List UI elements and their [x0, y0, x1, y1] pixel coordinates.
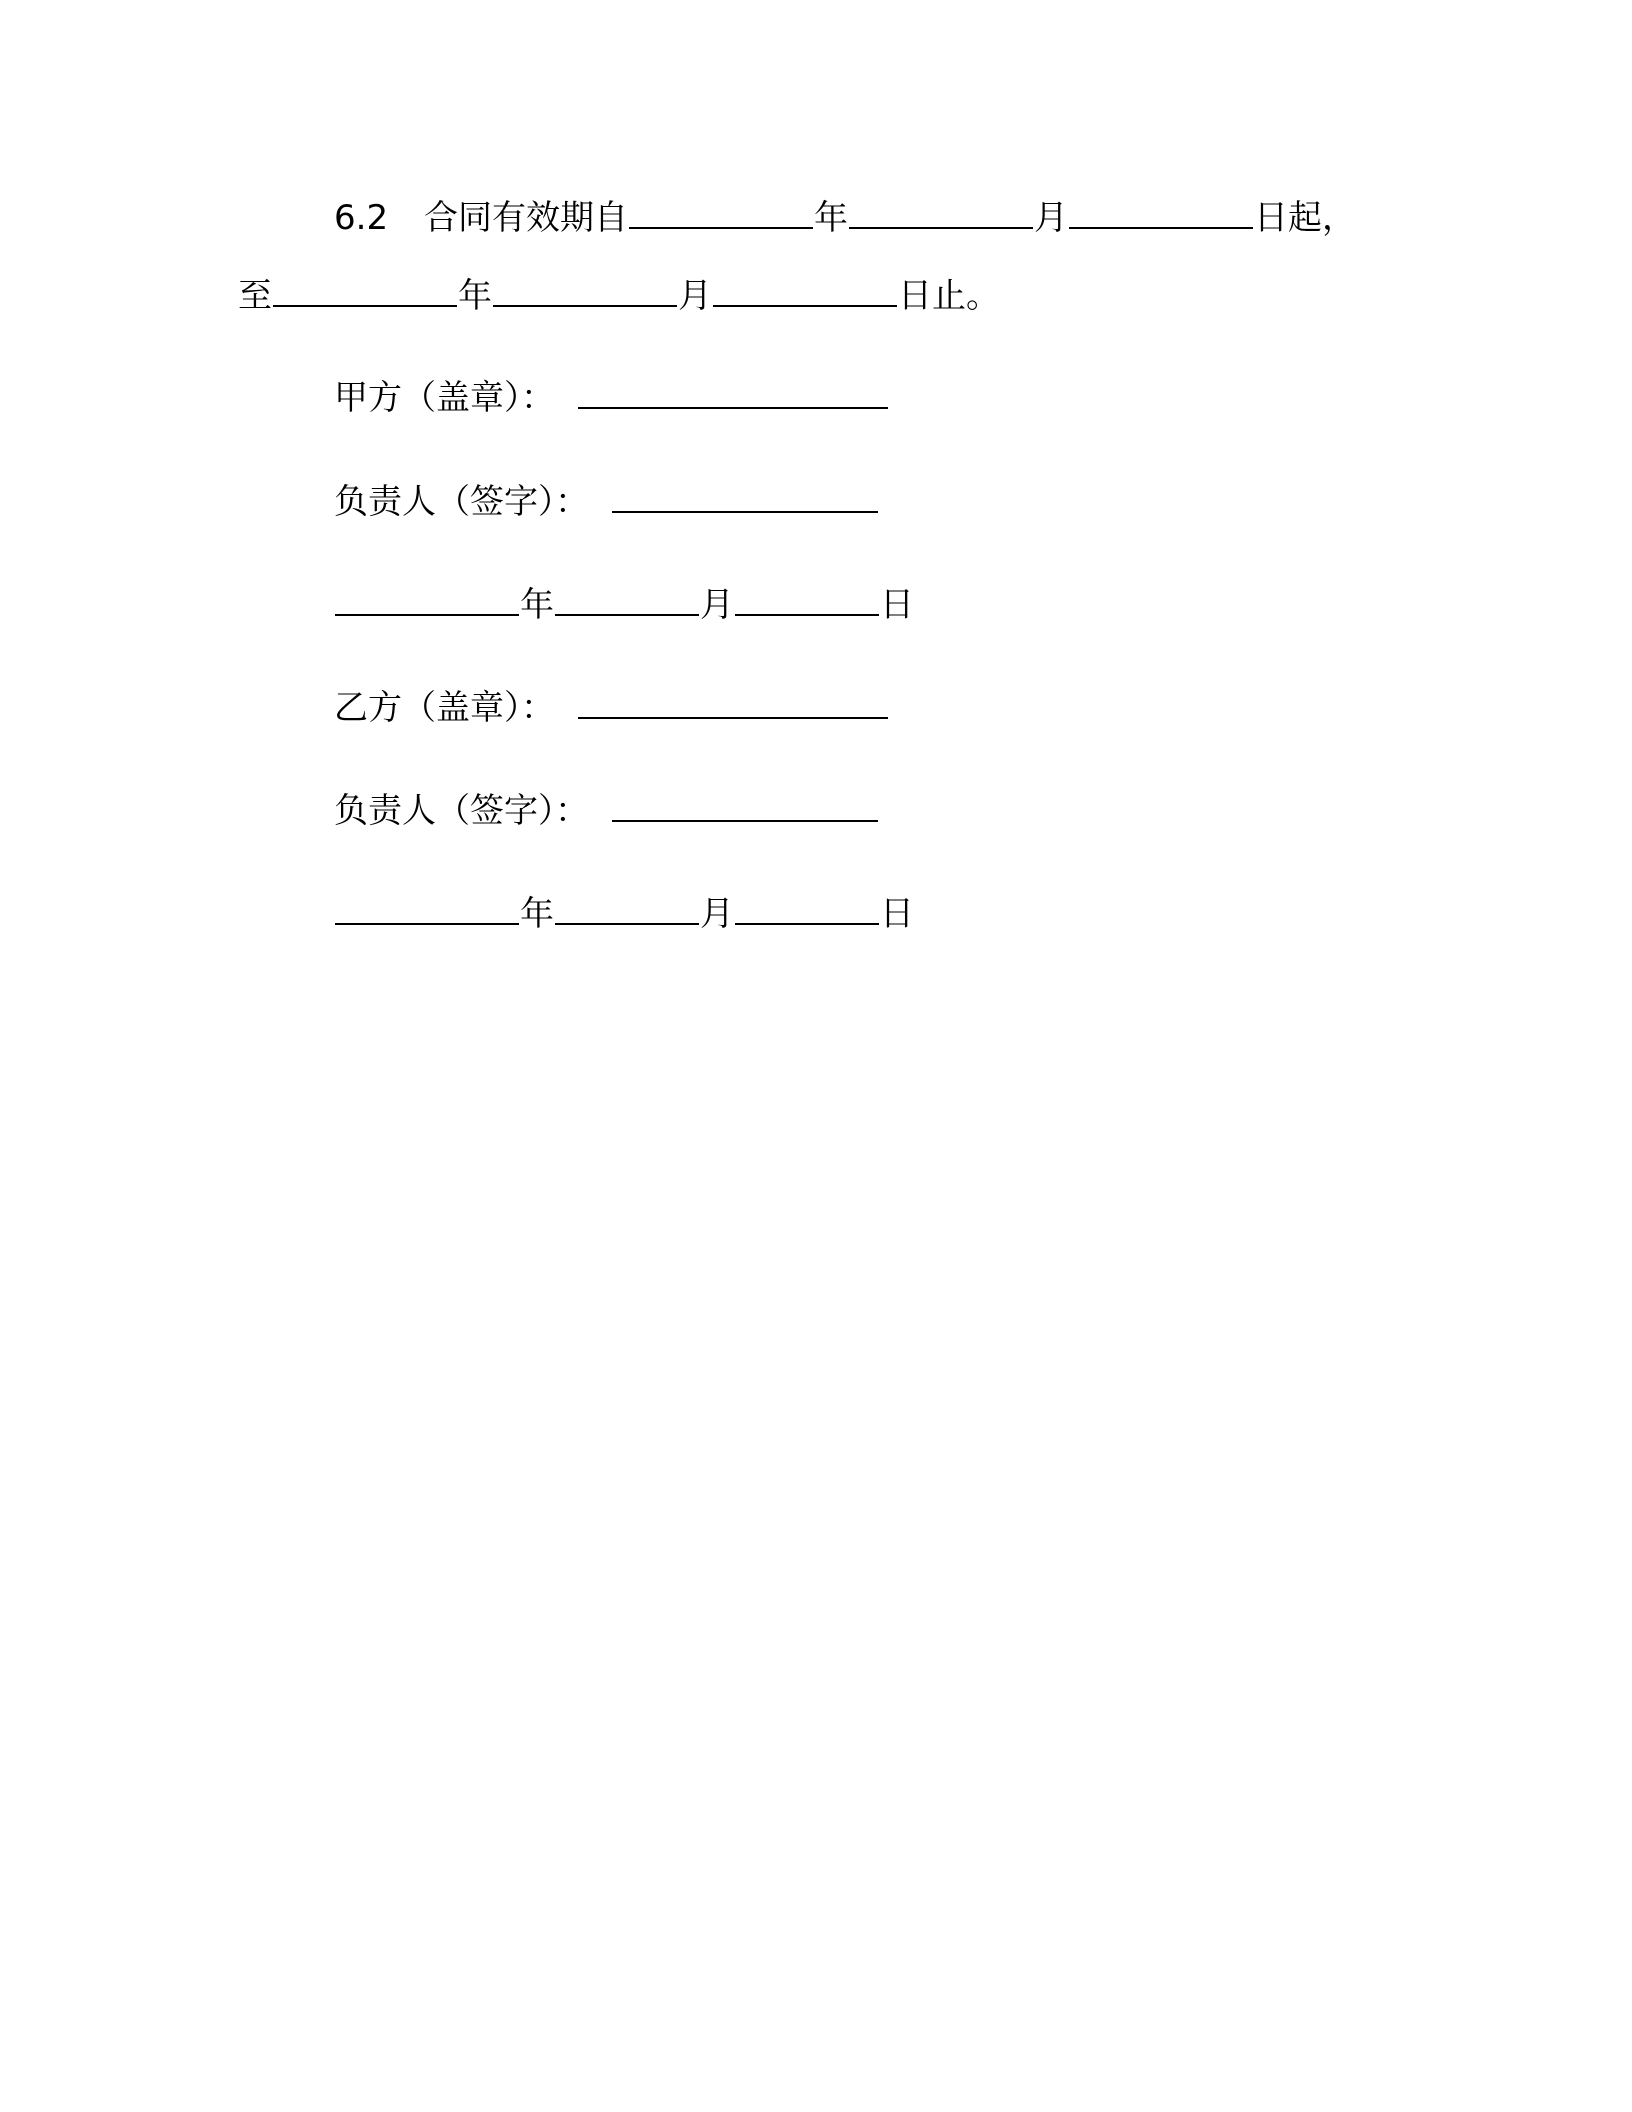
party-a-seal-label: 甲方（盖章）：	[334, 378, 555, 418]
start-day-blank[interactable]	[1069, 197, 1253, 229]
party-a-day-char: 日	[880, 585, 914, 625]
party-a-year-blank[interactable]	[335, 584, 519, 616]
clause-number: 6.2	[334, 198, 389, 238]
party-a-signer-blank[interactable]	[612, 481, 878, 513]
end-day-blank[interactable]	[713, 275, 897, 307]
party-b-month-blank[interactable]	[555, 893, 699, 925]
party-a-seal-line	[334, 376, 889, 420]
party-a-signer-line	[334, 480, 879, 524]
end-year-char: 年	[458, 276, 492, 316]
end-year-blank[interactable]	[273, 275, 457, 307]
party-b-month-char: 月	[700, 894, 734, 934]
clause-intro-text: 合同有效期自	[424, 198, 628, 238]
party-b-signer-line	[334, 789, 879, 833]
party-a-day-blank[interactable]	[735, 584, 879, 616]
party-b-seal-label: 乙方（盖章）：	[334, 688, 555, 728]
start-year-char: 年	[814, 198, 848, 238]
party-a-year-char: 年	[520, 585, 554, 625]
end-month-char: 月	[678, 276, 712, 316]
clause-6-2-line-2	[238, 274, 1000, 318]
start-year-blank[interactable]	[629, 197, 813, 229]
end-suffix: 日止。	[898, 276, 1000, 316]
start-month-char: 月	[1034, 198, 1068, 238]
party-a-date-line	[334, 583, 914, 627]
party-b-day-blank[interactable]	[735, 893, 879, 925]
start-suffix: 日起，	[1254, 198, 1356, 238]
party-b-year-blank[interactable]	[335, 893, 519, 925]
party-a-month-blank[interactable]	[555, 584, 699, 616]
party-b-seal-line	[334, 686, 889, 730]
party-a-month-char: 月	[700, 585, 734, 625]
party-a-signer-label: 负责人（签字）：	[334, 482, 589, 522]
end-prefix: 至	[238, 276, 272, 316]
party-b-day-char: 日	[880, 894, 914, 934]
start-month-blank[interactable]	[849, 197, 1033, 229]
clause-6-2-line-1	[334, 196, 1356, 240]
party-b-seal-blank[interactable]	[578, 687, 888, 719]
party-b-year-char: 年	[520, 894, 554, 934]
party-b-signer-blank[interactable]	[612, 790, 878, 822]
party-b-date-line	[334, 892, 914, 936]
party-b-signer-label: 负责人（签字）：	[334, 791, 589, 831]
party-a-seal-blank[interactable]	[578, 377, 888, 409]
end-month-blank[interactable]	[493, 275, 677, 307]
